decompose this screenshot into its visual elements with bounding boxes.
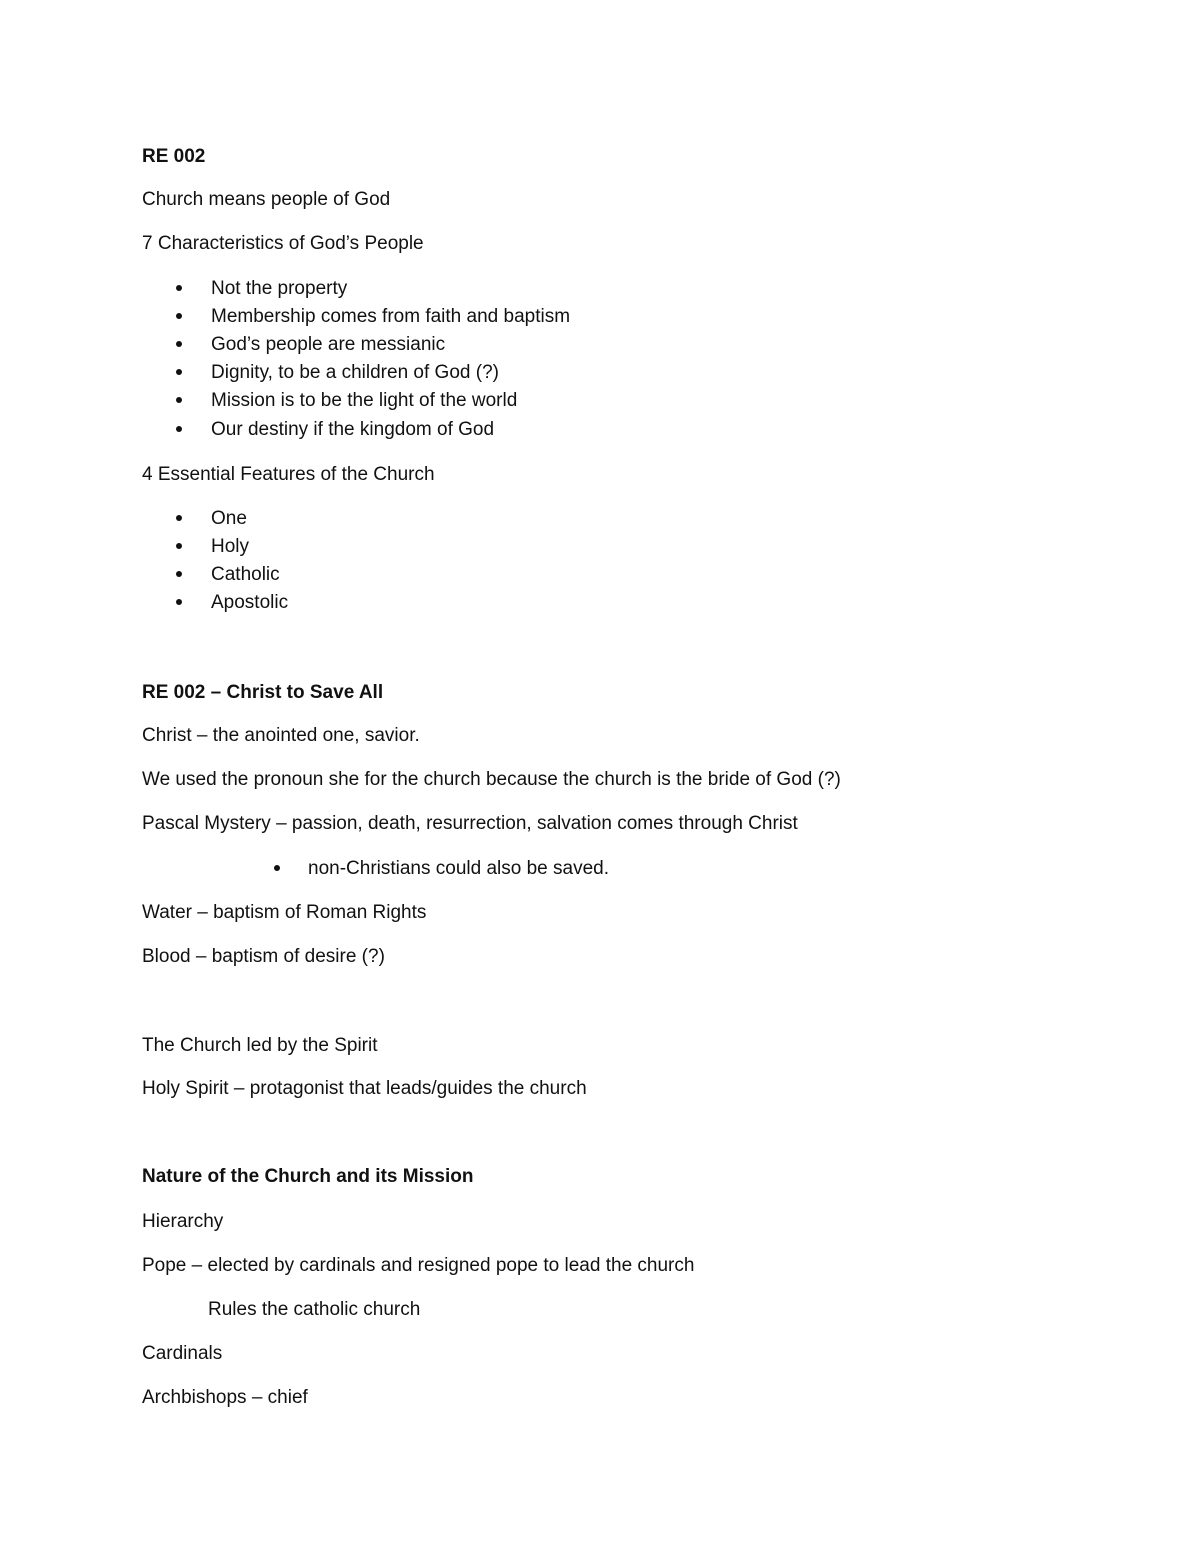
- list-item: Our destiny if the kingdom of God: [211, 419, 495, 440]
- list-item: God’s people are messianic: [211, 334, 446, 355]
- list-item: One: [211, 508, 247, 529]
- bullet-icon: [176, 369, 182, 375]
- list-item: Apostolic: [211, 592, 289, 613]
- text-line: Holy Spirit – protagonist that leads/guides the church: [142, 1078, 587, 1099]
- bullet-icon: [176, 341, 182, 347]
- bullet-icon: [176, 599, 182, 605]
- text-line: 4 Essential Features of the Church: [142, 464, 435, 485]
- section-heading: RE 002: [142, 146, 206, 167]
- text-line: Rules the catholic church: [208, 1299, 421, 1320]
- bullet-icon: [176, 313, 182, 319]
- list-item: Catholic: [211, 564, 280, 585]
- text-line: We used the pronoun she for the church because the church is the bride of God (?): [142, 769, 841, 790]
- bullet-icon: [176, 571, 182, 577]
- text-line: The Church led by the Spirit: [142, 1035, 378, 1056]
- text-line: 7 Characteristics of God’s People: [142, 233, 424, 254]
- list-item: non-Christians could also be saved.: [308, 858, 610, 879]
- list-item: Holy: [211, 536, 250, 557]
- text-line: Pascal Mystery – passion, death, resurrection, salvation comes through Christ: [142, 813, 798, 834]
- text-line: Cardinals: [142, 1343, 223, 1364]
- section-heading: Nature of the Church and its Mission: [142, 1166, 474, 1187]
- bullet-icon: [176, 426, 182, 432]
- list-item: Membership comes from faith and baptism: [211, 306, 571, 327]
- bullet-icon: [274, 865, 280, 871]
- text-line: Blood – baptism of desire (?): [142, 946, 385, 967]
- text-line: Water – baptism of Roman Rights: [142, 902, 427, 923]
- bullet-icon: [176, 397, 182, 403]
- list-item: Not the property: [211, 278, 348, 299]
- bullet-icon: [176, 515, 182, 521]
- section-heading: RE 002 – Christ to Save All: [142, 682, 384, 703]
- text-line: Pope – elected by cardinals and resigned pope to lead the church: [142, 1255, 695, 1276]
- bullet-icon: [176, 285, 182, 291]
- bullet-icon: [176, 543, 182, 549]
- text-line: Hierarchy: [142, 1211, 224, 1232]
- list-item: Dignity, to be a children of God (?): [211, 362, 499, 383]
- text-line: Christ – the anointed one, savior.: [142, 725, 420, 746]
- text-line: Church means people of God: [142, 189, 391, 210]
- text-line: Archbishops – chief: [142, 1387, 308, 1408]
- list-item: Mission is to be the light of the world: [211, 390, 518, 411]
